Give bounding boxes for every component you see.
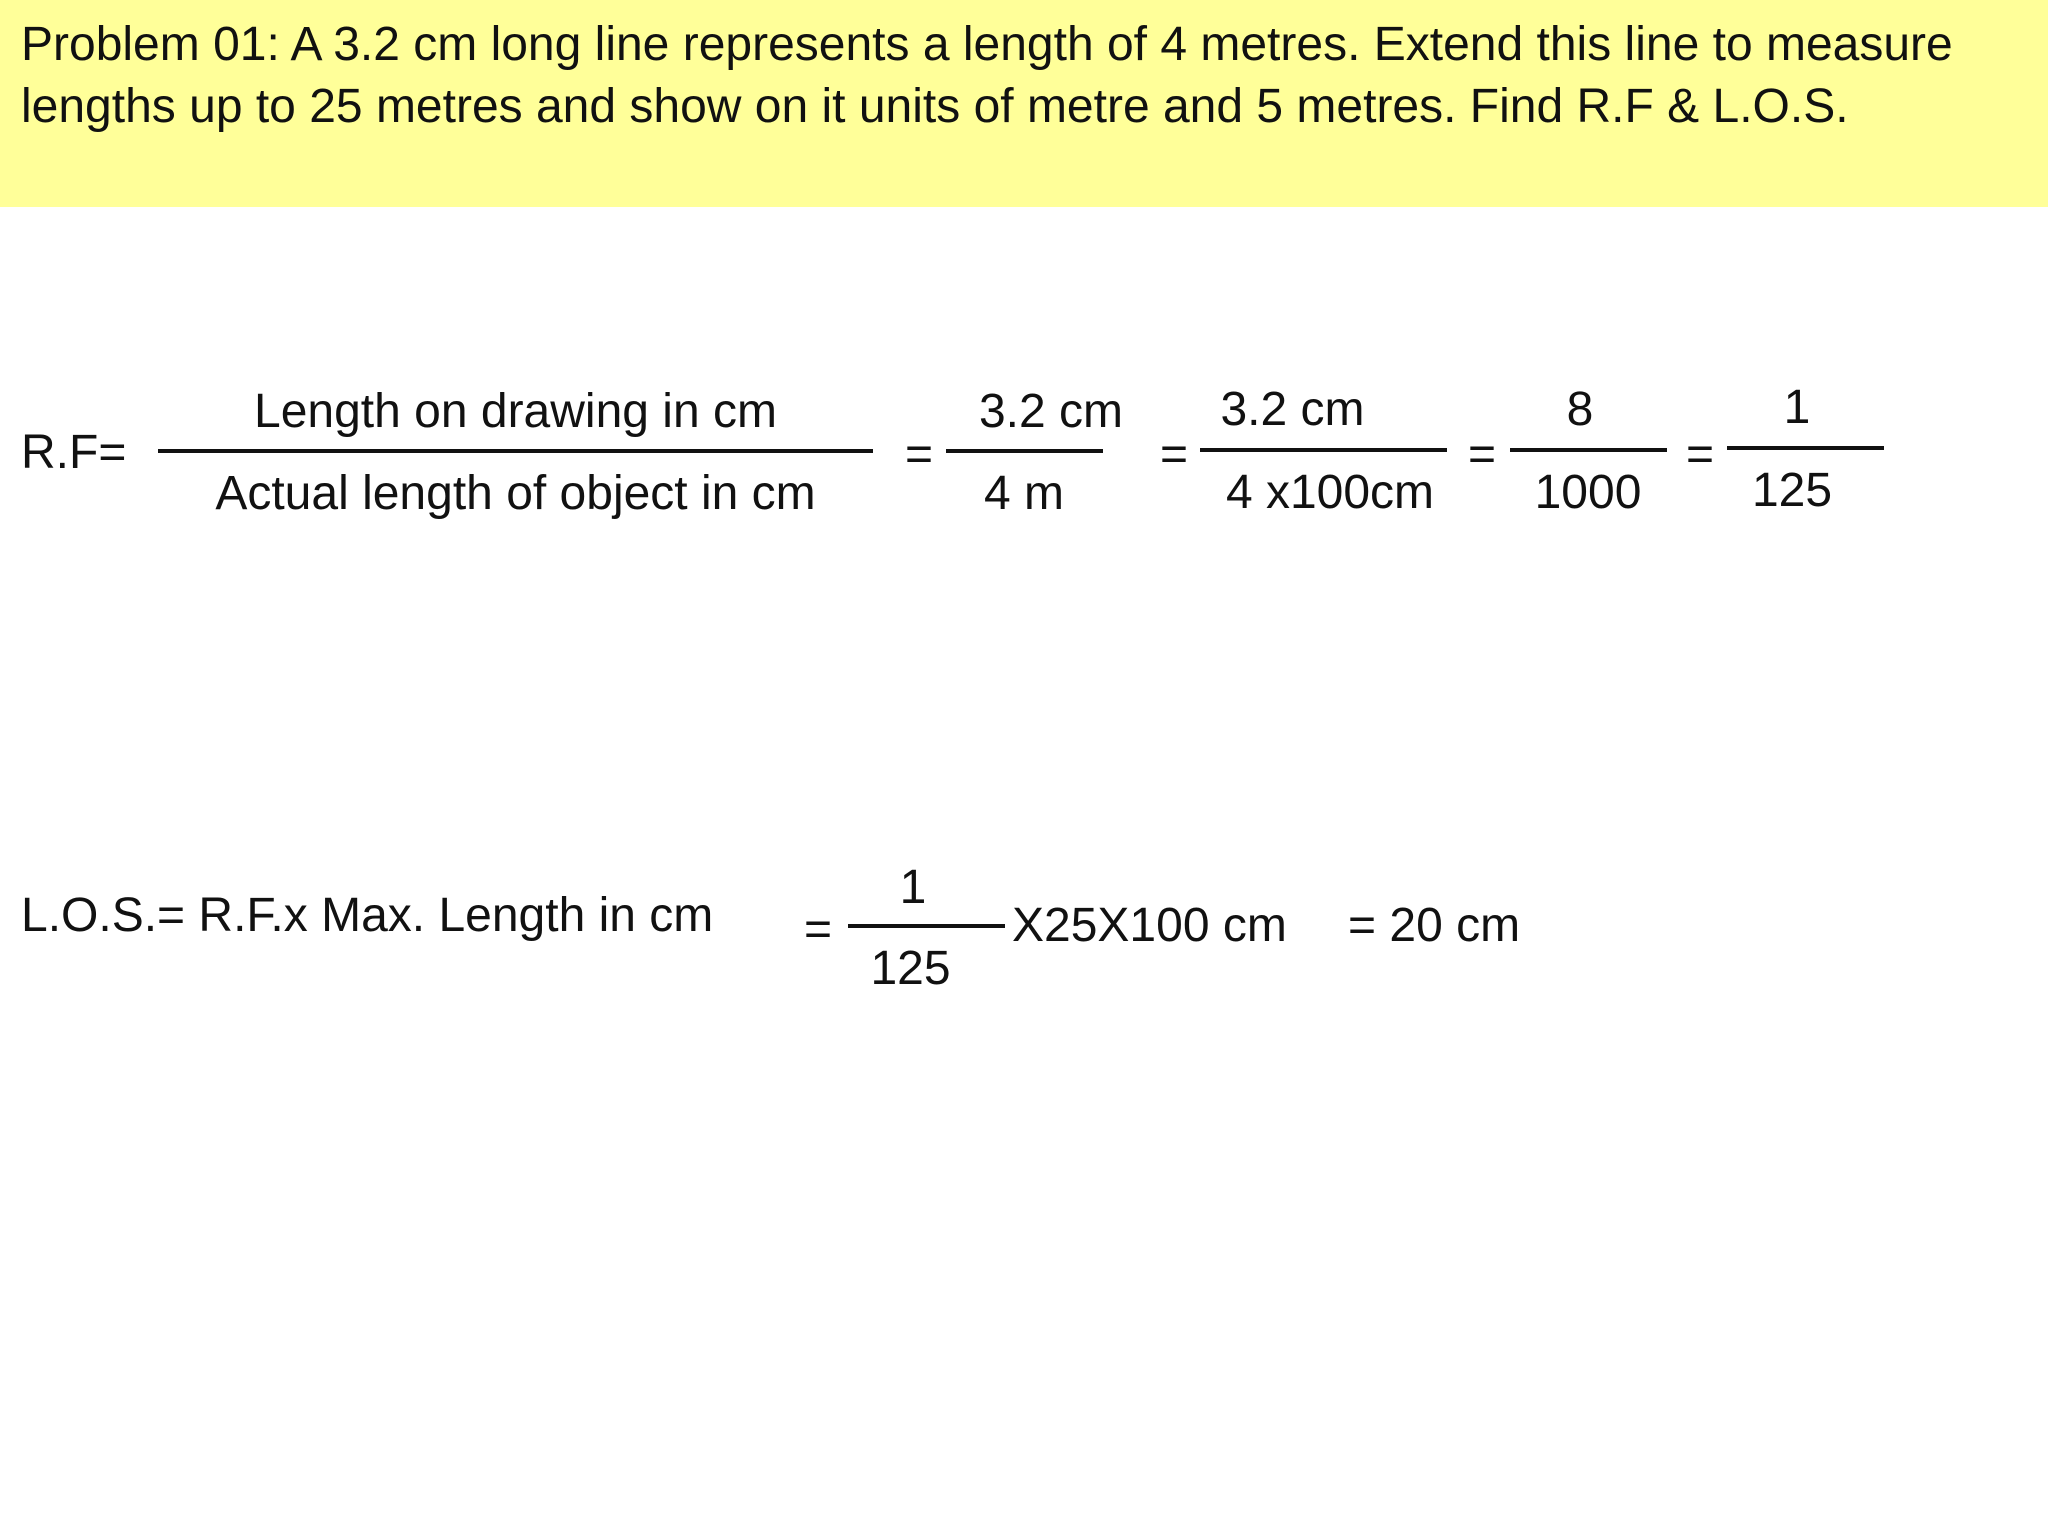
rf-fraction-2-denominator: 4 m [983,467,1064,520]
rf-fraction-1-denominator: Actual length of object in cm [215,467,816,520]
problem-banner [0,0,2048,207]
los-multiplier: X25X100 cm [1012,899,1287,952]
rf-fraction-4-numerator: 8 [1566,383,1594,436]
los-label: L.O.S.= R.F.x Max. Length in cm [21,889,714,942]
rf-equals-3: = [1468,428,1497,481]
los-fraction-denominator: 125 [870,942,951,995]
los-fraction-bar [848,924,1005,928]
los-fraction-numerator: 1 [899,861,927,914]
rf-equals-2: = [1160,428,1189,481]
rf-fraction-3-numerator: 3.2 cm [1220,383,1365,436]
rf-fraction-3-denominator: 4 x100cm [1225,466,1435,519]
rf-fraction-4-bar [1510,448,1667,452]
los-result: = 20 cm [1348,899,1521,952]
rf-fraction-4-denominator: 1000 [1534,466,1642,519]
rf-label: R.F= [21,426,127,479]
rf-fraction-5-bar [1727,446,1884,450]
rf-fraction-5-denominator: 125 [1751,464,1833,517]
rf-fraction-1-numerator: Length on drawing in cm [254,385,777,438]
rf-equals-4: = [1686,428,1715,481]
rf-fraction-2-bar [946,449,1103,453]
rf-equals-1: = [905,428,934,481]
rf-fraction-5-numerator: 1 [1783,381,1811,434]
rf-fraction-1-bar [158,449,873,453]
rf-fraction-2-numerator: 3.2 cm [978,385,1124,438]
los-equals: = [804,903,833,956]
problem-statement: Problem 01: A 3.2 cm long line represents a length of 4 metres. Extend this line to measure lengths up to 25 metres and show on it units of metre and 5 metres. Find R.F & L.O.S. [21,18,1953,133]
rf-fraction-3-bar [1200,448,1447,452]
